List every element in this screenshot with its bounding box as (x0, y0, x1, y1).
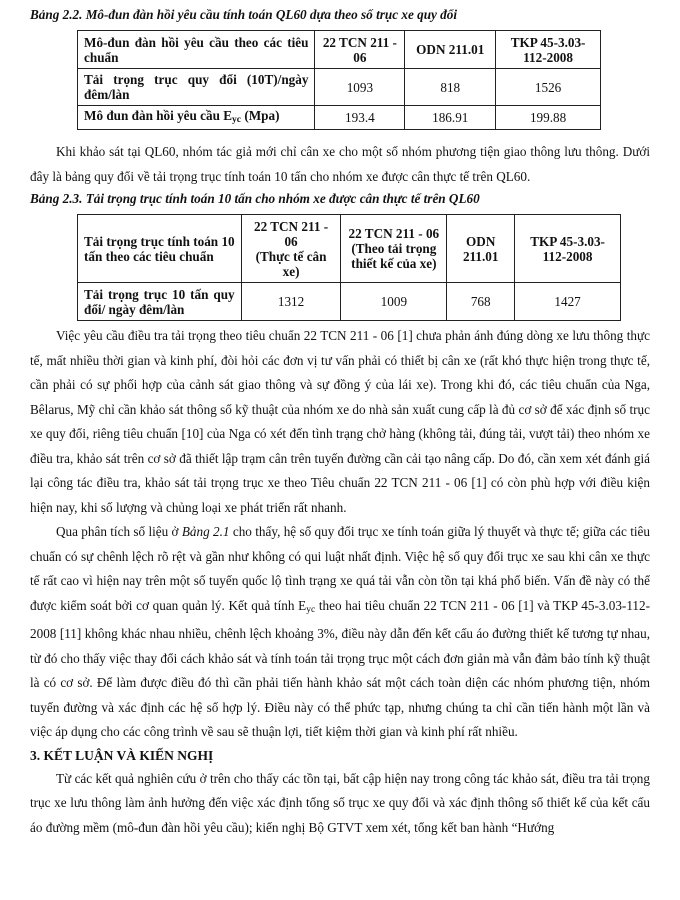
paragraph: Việc yêu cầu điều tra tải trọng theo tiêu chuẩn 22 TCN 211 - 06 [1] chưa phản ánh đúng dòng xe lưu thông thực tế, mất nhiều thời gian và kinh phí, đòi hỏi các đơn vị tư vấn phải có thiết bị cân xe (rất khó thực hiện trong thực tế, cần phải có sự phối hợp của cảnh sát giao thông và sự đồng ý của lái xe). Trong khi đó, các tiêu chuẩn của Nga, Bêlarus, Mỹ chỉ cần khảo sát thông số kỹ thuật của nhóm xe do nhà sản xuất cung cấp là đủ cơ sở để xác định số trục xe quy đổi, riêng tiêu chuẩn [10] của Nga có xét đến tình trạng chở hàng (không tải, đúng tải, vượt tải) theo nhóm xe điều tra, khảo sát trên cơ sở đã thiết lập trạm cân trên tuyến đường cần cải tạo nâng cấp. Do đó, cần xem xét đánh giá lại công tác điều tra, khảo sát tải trọng trục xe theo Tiêu chuẩn 22 TCN 211 - 06 [1] có còn phù hợp với điều kiện hiện nay, khi số lượng và chủng loại xe phát triển rất nhanh. (30, 328, 650, 515)
table-header-cell (241, 215, 341, 283)
table-cell: 1526 (496, 69, 601, 106)
table-row (78, 106, 601, 130)
row-label: Tải trọng trục quy đổi (10T)/ngày đêm/làn (78, 69, 315, 106)
table-row (78, 215, 621, 283)
table-cell: 768 (447, 283, 515, 321)
table-header-cell: ODN 211.01 (447, 215, 515, 283)
paragraph-text: Qua phân tích số liệu ở (56, 524, 182, 539)
table-2-3 (77, 214, 621, 321)
table-header-cell: TKP 45-3.03-112-2008 (515, 215, 621, 283)
table-cell: 1312 (241, 283, 341, 321)
row-label-unit: (Mpa) (241, 107, 280, 123)
table-header-label: Tải trọng trục tính toán 10 tấn theo các tiêu chuẩn (78, 215, 242, 283)
header-main-text: 22 TCN 211 - 06 (348, 226, 440, 241)
table-2-2 (77, 30, 601, 130)
table-row (78, 69, 601, 106)
subscript: yc (306, 604, 316, 615)
row-label: Tải trọng trục 10 tấn quy đổi/ ngày đêm/làn (78, 283, 242, 321)
table-row (78, 31, 601, 69)
table-cell: 818 (405, 69, 496, 106)
table-header-label: Mô-đun đàn hồi yêu cầu theo các tiêu chuẩn (78, 31, 315, 69)
table-cell: 193.4 (315, 106, 405, 130)
section-heading: 3. KẾT LUẬN VÀ KIẾN NGHỊ (30, 747, 214, 763)
table-2-3-caption: Bảng 2.3. Tải trọng trục tính toán 10 tấn cho nhóm xe được cân thực tế trên QL60 (30, 191, 480, 206)
table-cell: 1093 (315, 69, 405, 106)
paragraph: Khi khảo sát tại QL60, nhóm tác giả mới chỉ cân xe cho một số nhóm phương tiện giao thông lưu thông. Dưới đây là bảng quy đổi về tải trọng trục tính toán 10 tấn cho nhóm xe được cân thực tế trên QL60. (30, 144, 650, 184)
table-cell: 199.88 (496, 106, 601, 130)
table-header-cell: TKP 45-3.03-112-2008 (496, 31, 601, 69)
table-reference: Bảng 2.1 (181, 524, 230, 539)
table-header-cell: ODN 211.01 (405, 31, 496, 69)
subscript: yc (232, 114, 242, 125)
table-header-cell: 22 TCN 211 - 06 (315, 31, 405, 69)
paragraph-text: cho thấy, hệ số quy đổi trục xe tính toán giữa lý thuyết và thực tế; giữa các tiêu chuẩn có sự chênh lệch rõ rệt và gần như không có qui luật nhất định. Việc hệ số quy đổi trục xe sau khi cân xe thực tế rất cao vì hiện nay trên một số tuyến quốc lộ tình trạng xe quá tải vẫn còn tồn tại khá phổ biến. Vấn đề này có thể được kiểm soát bởi cơ quan quản lý. Kết quả tính E (30, 524, 650, 613)
table-cell: 1009 (341, 283, 447, 321)
table-2-2-caption: Bảng 2.2. Mô-đun đàn hồi yêu cầu tính toán QL60 dựa theo số trục xe quy đổi (30, 7, 458, 22)
row-label-text: Mô đun đàn hồi yêu cầu E (84, 107, 233, 123)
table-cell: 1427 (515, 283, 621, 321)
table-cell: 186.91 (405, 106, 496, 130)
header-note-text: (Theo tải trọng thiết kế của xe) (351, 241, 437, 271)
header-note-text: (Thực tế cân xe) (255, 248, 327, 279)
table-header-cell (341, 215, 447, 283)
paragraph: Từ các kết quả nghiên cứu ở trên cho thấy các tồn tại, bất cập hiện nay trong công tác khảo sát, điều tra tải trọng trục xe lưu thông làm ảnh hưởng đến việc xác định tổng số trục xe quy đổi và xác định thông số thiết kế của kết cấu áo đường mềm (mô-đun đàn hồi yêu cầu); kiến nghị Bộ GTVT xem xét, tổng kết ban hành “Hướng (30, 770, 650, 835)
table-row (78, 283, 621, 321)
row-label (78, 106, 315, 130)
header-main-text: 22 TCN 211 - 06 (253, 218, 329, 249)
paragraph (30, 520, 650, 745)
paragraph-text: theo hai tiêu chuẩn 22 TCN 211 - 06 [1] và TKP 45-3.03-112-2008 [11] không khác nhau nhiều, chênh lệch khoảng 3%, điều này dẫn đến kết cấu áo đường thiết kế tương tự nhau, từ đó cho thấy việc thay đổi cách khảo sát và tính toán tải trọng trục một cách đơn giản mà vẫn đảm bảo tính kỹ thuật là có cơ sở. Để làm được điều đó thì cần phải tiến hành khảo sát một cách toàn diện các nhóm phương tiện, nhóm tuyến đường và xác định các hệ số hợp lý. Điều này có thể phức tạp, nhưng chúng ta chỉ cần tiến hành một lần và việc áp dụng cho các công trình về sau sẽ thuận lợi, tiết kiệm thời gian và kinh phí rất nhiều. (30, 597, 650, 739)
